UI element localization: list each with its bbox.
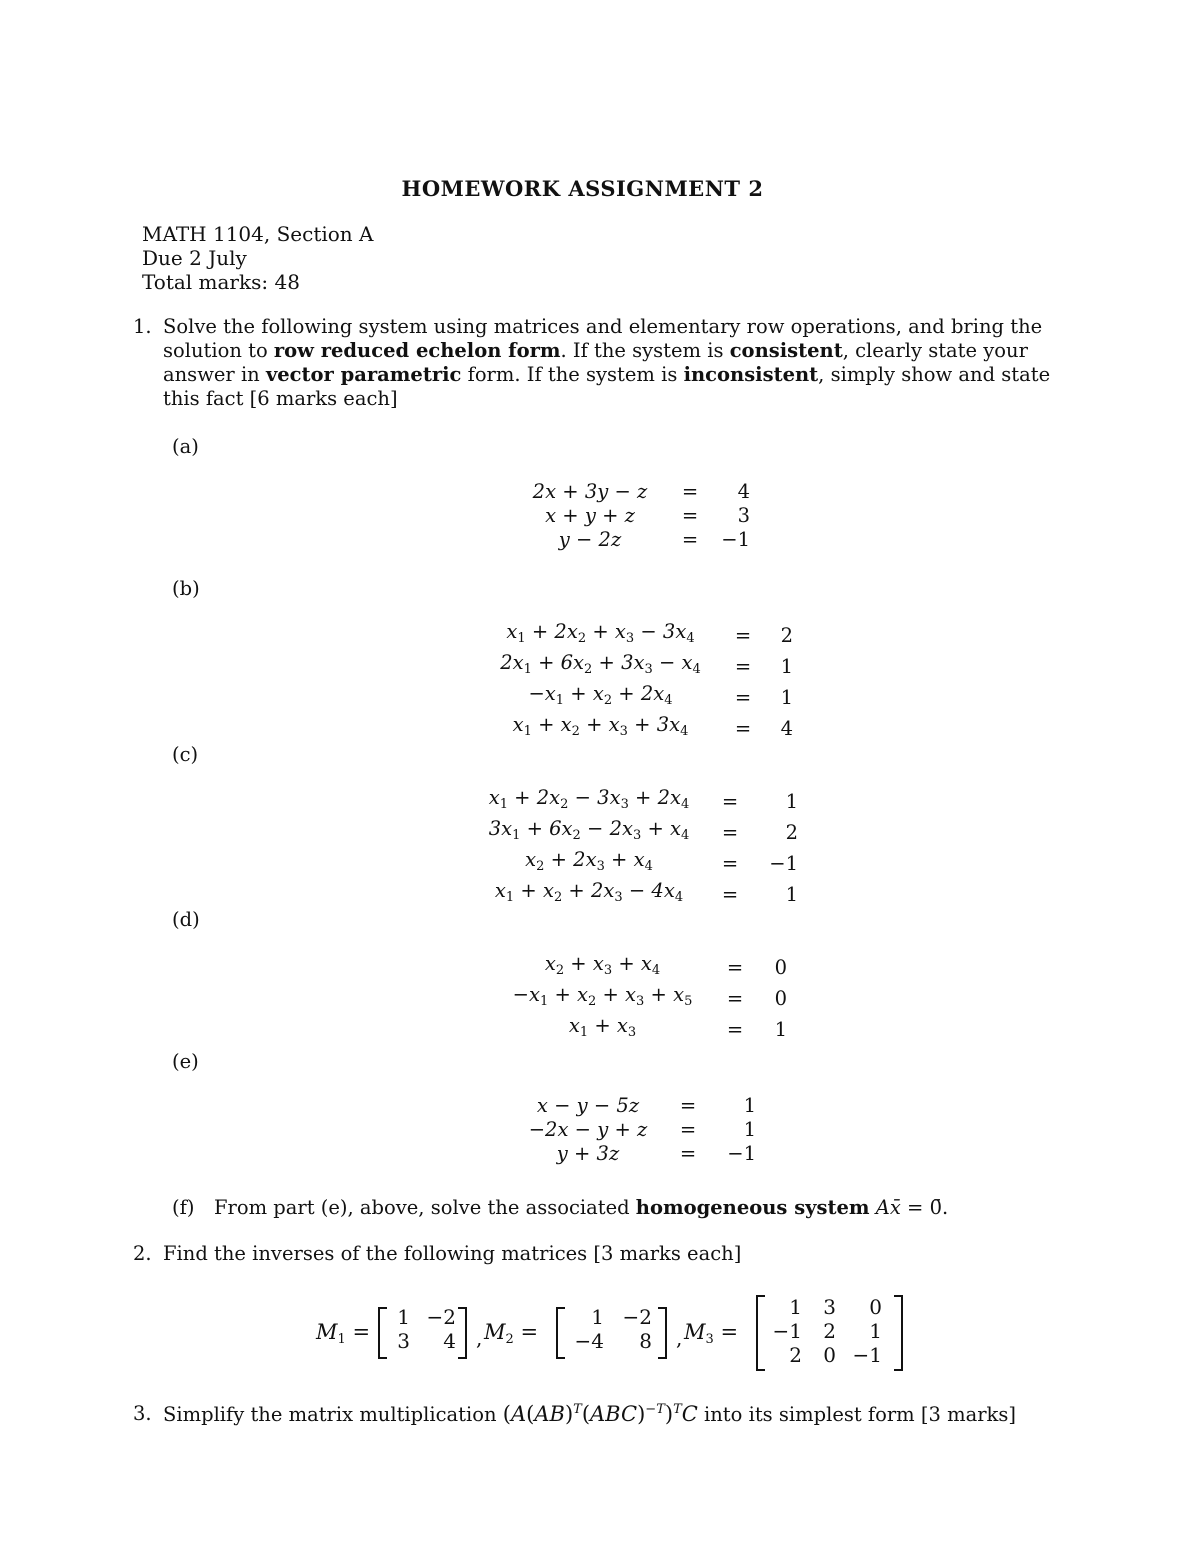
q1-line-3: answer in vector parametric form. If the system is inconsistent, simply show and state [163,363,1051,386]
m1-cell: 3 [397,1329,410,1353]
m1-label: $M_1$ = [316,1320,371,1347]
m2-cell: 1 [591,1305,604,1329]
m3-cell: 2 [789,1343,802,1367]
q2-number: 2. [133,1242,152,1265]
due-line: Due 2 July [142,246,247,270]
m1-cell: 1 [397,1305,410,1329]
m2-cell: −2 [622,1305,652,1329]
matrix-m1 [378,1295,468,1369]
matrix-m2 [556,1295,666,1369]
m3-cell: 1 [789,1295,802,1319]
system-e: x − y − 5z = 1 −2x − y + z = 1 y + 3z = −1 [528,1094,756,1165]
m3-cell: 3 [823,1295,836,1319]
m2-right-bracket [658,1307,667,1359]
m1-cell: 4 [443,1329,456,1353]
m3-label: $M_3$ = [684,1320,739,1347]
matrix-m3 [756,1295,906,1369]
m2-cell: 8 [639,1329,652,1353]
q1-text [163,315,1063,411]
part-c-label: (c) [172,743,199,766]
course-line: MATH 1104, Section A [142,222,374,246]
part-f-label: (f) [172,1196,195,1219]
q1-number: 1. [133,315,152,338]
part-a-label: (a) [172,435,199,458]
m3-cell: −1 [852,1343,882,1367]
part-b-label: (b) [172,577,200,600]
part-f-text: From part (e), above, solve the associated homogeneous system Ax̄ = 0̄. [214,1196,949,1219]
total-marks-line: Total marks: 48 [142,270,300,294]
m1-cell: −2 [426,1305,456,1329]
m3-right-bracket [894,1295,903,1371]
m2-label: $M_2$ = [484,1320,539,1347]
comma: , [476,1326,483,1350]
page-title: HOMEWORK ASSIGNMENT 2 [401,176,764,201]
q3-text: Simplify the matrix multiplication $(A(AB)^T(ABC)^{-T})^TC$ into its simplest form [3 marks] [163,1402,1016,1426]
m3-cell: 2 [823,1319,836,1343]
system-c: $x_1 + 2x_2 - 3x_3 + 2x_4$ = 1 $3x_1 + 6x_2 - 2x_3 + x_4$ = 2 $x_2 + 2x_3 + x_4$ = −1 $x_1 + x_2 + 2x_3 - 4x_4$ = 1 [488,786,798,906]
q3-number: 3. [133,1402,152,1425]
system-b: $x_1 + 2x_2 + x_3 - 3x_4$ = 2 $2x_1 + 6x_2 + 3x_3 - x_4$ = 1 $-x_1 + x_2 + 2x_4$ = 1 $x_1 + x_2 + x_3 + 3x_4$ = 4 [500,620,793,740]
m1-right-bracket [458,1307,467,1359]
system-d: $x_2 + x_3 + x_4$ = 0 $-x_1 + x_2 + x_3 + x_5$ = 0 $x_1 + x_3$ = 1 [512,952,787,1041]
m3-cell: 1 [869,1319,882,1343]
q1-line-2: solution to row reduced echelon form. If the system is consistent, clearly state your [163,339,1028,362]
q1-line-4: this fact [6 marks each] [163,387,398,410]
q2-text: Find the inverses of the following matrices [3 marks each] [163,1242,742,1265]
system-a: 2x + 3y − z = 4 x + y + z = 3 y − 2z = −1 [532,480,750,551]
m3-cell: −1 [772,1319,802,1343]
m3-cell: 0 [823,1343,836,1367]
m2-cell: −4 [574,1329,604,1353]
comma: , [676,1326,683,1350]
part-e-label: (e) [172,1050,199,1073]
q1-line-1: Solve the following system using matrices and elementary row operations, and bring the [163,315,1043,338]
part-d-label: (d) [172,908,200,931]
m3-cell: 0 [869,1295,882,1319]
